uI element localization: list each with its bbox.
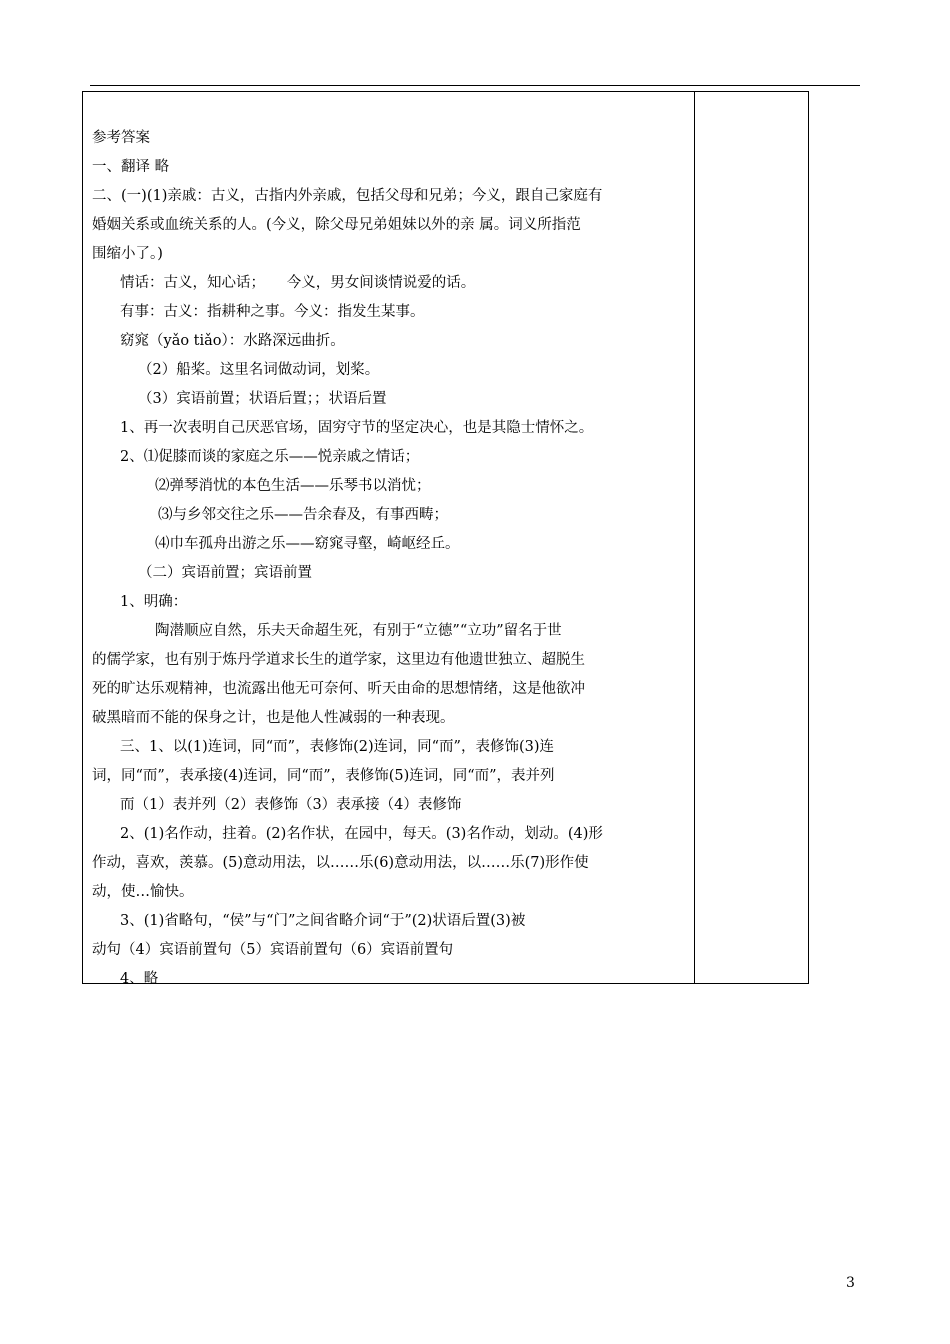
answer-line: 情话：古义，知心话； 今义，男女间谈情说爱的话。 <box>120 275 476 291</box>
answer-line: 一、翻译 略 <box>92 159 170 175</box>
answer-line: 2、⑴促膝而谈的家庭之乐——悦亲戚之情话； <box>120 449 420 465</box>
answer-line: 婚姻关系或血统关系的人。(今义，除父母兄弟姐妹以外的亲 属。词义所指范 <box>92 217 581 233</box>
answer-line: 参考答案 <box>92 130 150 146</box>
answer-content <box>92 124 682 994</box>
answer-table <box>82 91 809 987</box>
answer-line: 窈窕（yǎo tiǎo）：水路深远曲折。 <box>120 333 345 349</box>
answer-line: 的儒学家，也有别于炼丹学道求长生的道学家，这里边有他遗世独立、超脱生 <box>92 652 585 668</box>
header-rule <box>90 85 860 86</box>
answer-line: （2）船桨。这里名词做动词，划桨。 <box>138 362 380 378</box>
answer-line: 动，使…愉快。 <box>92 884 194 900</box>
answer-line: 三、1、以(1)连词，同“而”，表修饰(2)连词，同“而”，表修饰(3)连 <box>120 739 554 755</box>
answer-line: ⑷巾车孤舟出游之乐——窈窕寻壑，崎岖经丘。 <box>155 536 460 552</box>
answer-line: 3、(1)省略句，“侯”与“门”之间省略介词“于”(2)状语后置(3)被 <box>120 913 526 929</box>
answer-line: 作动，喜欢，羡慕。(5)意动用法，以……乐(6)意动用法，以……乐(7)形作使 <box>92 855 589 871</box>
answer-line: 4、略 <box>120 971 159 987</box>
answer-line: 而（1）表并列（2）表修饰（3）表承接（4）表修饰 <box>120 797 462 813</box>
answer-line: 死的旷达乐观精神，也流露出他无可奈何、听天由命的思想情绪，这是他欲冲 <box>92 681 585 697</box>
answer-line: （二）宾语前置；宾语前置 <box>138 565 312 581</box>
answer-line: 1、再一次表明自己厌恶官场，固穷守节的坚定决心，也是其隐士情怀之。 <box>120 420 594 436</box>
answer-line: 动句（4）宾语前置句（5）宾语前置句（6）宾语前置句 <box>92 942 454 958</box>
column-divider <box>694 92 695 983</box>
answer-line: 围缩小了。) <box>92 246 163 262</box>
answer-line: （3）宾语前置；状语后置；；状语后置 <box>138 391 387 407</box>
page-number: 3 <box>846 1275 855 1291</box>
answer-line: 1、明确： <box>120 594 188 610</box>
answer-line: 二、(一)(1)亲戚：古义，古指内外亲戚，包括父母和兄弟；今义，跟自己家庭有 <box>92 188 603 204</box>
answer-line: 有事：古义：指耕种之事。今义：指发生某事。 <box>120 304 425 320</box>
answer-line: ⑶与乡邻交往之乐——告余春及，有事西畴； <box>158 507 448 523</box>
answer-line: 词，同“而”，表承接(4)连词，同“而”，表修饰(5)连词，同“而”，表并列 <box>92 768 555 784</box>
answer-line: 破黑暗而不能的保身之计，也是他人性减弱的一种表现。 <box>92 710 455 726</box>
answer-line: 2、(1)名作动，拄着。(2)名作状，在园中，每天。(3)名作动，划动。(4)形 <box>120 826 603 842</box>
answer-line: 陶潜顺应自然，乐夫天命超生死，有别于“立德”“立功”留名于世 <box>155 623 562 639</box>
answer-line: ⑵弹琴消忧的本色生活——乐琴书以消忧； <box>155 478 431 494</box>
